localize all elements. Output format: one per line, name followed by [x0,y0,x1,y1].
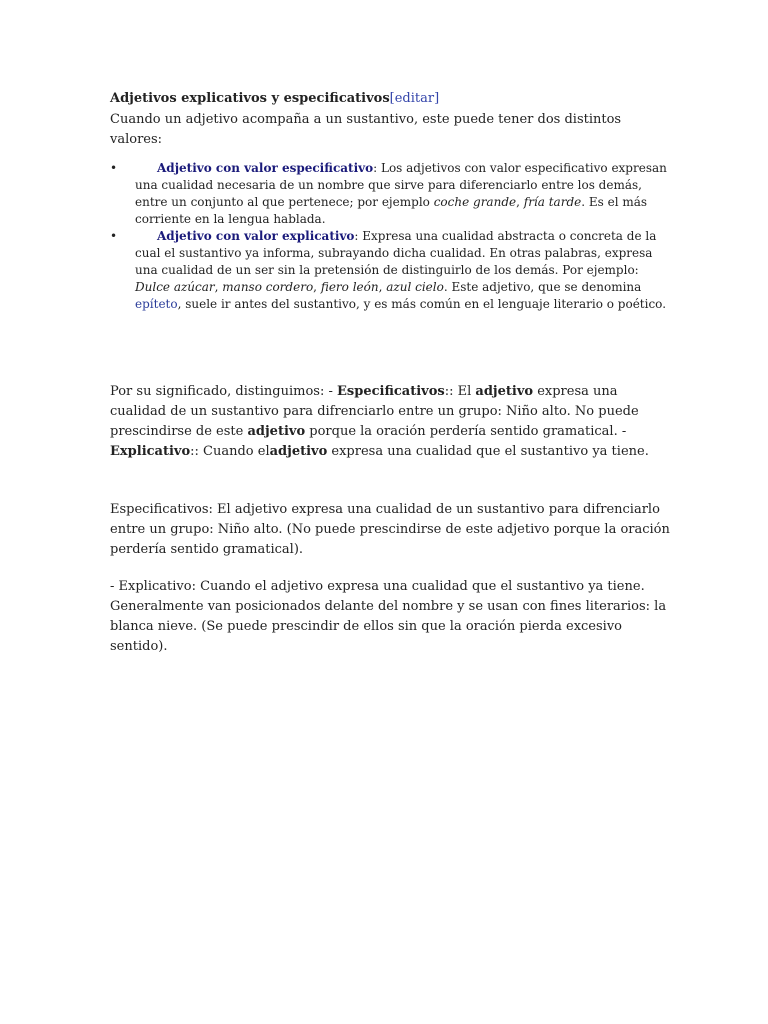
example-text: fría tarde [523,195,582,209]
example-text: manso cordero [222,280,314,294]
example-text: fiero león [320,280,379,294]
epiteto-link[interactable]: epíteto [135,297,178,311]
especificativos-paragraph [110,500,670,560]
paragraph-text: :: El [444,384,476,399]
item-text: . Este adjetivo, que se denomina [443,280,642,294]
adjective-value-list [110,160,670,313]
bold-term: adjetivo [247,424,306,439]
example-text: Dulce azúcar [135,280,215,294]
item-text: . Es el más corriente en la lengua hablada. [135,195,648,226]
paragraph-text: expresa una cualidad de un sustantivo para difrenciarlo entre un grupo: Niño alto. No puede prescindirse de este [110,384,639,439]
item-text: : Expresa una cualidad abstracta o concreta de la cual el sustantivo ya informa, subrayando dicha cualidad. En otras palabras, expresa una cualidad de un ser sin la pretensión de distinguirlo de los demás. Por ejemplo: [135,229,657,277]
example-text: coche grande [433,195,517,209]
paragraph-text: expresa una cualidad que el sustantivo ya tiene. [327,444,649,459]
significado-paragraph [110,382,670,462]
item-text: , [516,195,524,209]
term-explicativo: Adjetivo con valor explicativo [157,229,355,243]
paragraph-text: Especificativos: El adjetivo expresa una cualidad de un sustantivo para difrenciarlo entre un grupo: Niño alto. (No puede prescindirse de este adjetivo porque la oración perdería sentido gramatical). [110,502,670,557]
bold-term: adjetivo [269,444,328,459]
item-text: , [378,280,387,294]
bullet-icon: • [110,161,118,175]
paragraph-text: - Explicativo: Cuando el adjetivo expresa una cualidad que el sustantivo ya tiene. Generalmente van posicionados delante del nombre y se usan con fines literarios: la blanca nieve. (Se puede prescindir de ellos sin que la oración pierda excesivo sentido). [110,579,667,654]
item-text: , [313,280,321,294]
edit-link[interactable]: [editar] [389,91,440,106]
intro-paragraph: Cuando un adjetivo acompaña a un sustantivo, este puede tener dos distintos valores: [110,112,622,147]
bullet-icon: • [110,229,118,243]
paragraph-text: Por su significado, distinguimos: - [110,384,337,399]
item-text: , [214,280,223,294]
list-item-especificativo [110,160,670,228]
section-heading [110,88,670,110]
explicativo-paragraph [110,577,670,657]
bold-term: Especificativos [337,384,445,399]
heading-title: Adjetivos explicativos y especificativos [110,91,390,106]
bold-term: Explicativo [110,444,191,459]
item-text: : Los adjetivos con valor especificativo expresan una cualidad necesaria de un nombre que sirve para diferenciarlo entre los demás, entre un conjunto al que pertenece; por ejemplo [135,161,667,209]
document-body [110,88,670,313]
paragraph-text: porque la oración perdería sentido gramatical. - [305,424,627,439]
bold-term: adjetivo [475,384,534,399]
paragraph-text: :: Cuando el [190,444,270,459]
term-especificativo: Adjetivo con valor especificativo [157,161,374,175]
example-text: azul cielo [386,280,444,294]
item-text: , suele ir antes del sustantivo, y es más común en el lenguaje literario o poético. [177,297,667,311]
list-item-explicativo [110,228,670,313]
